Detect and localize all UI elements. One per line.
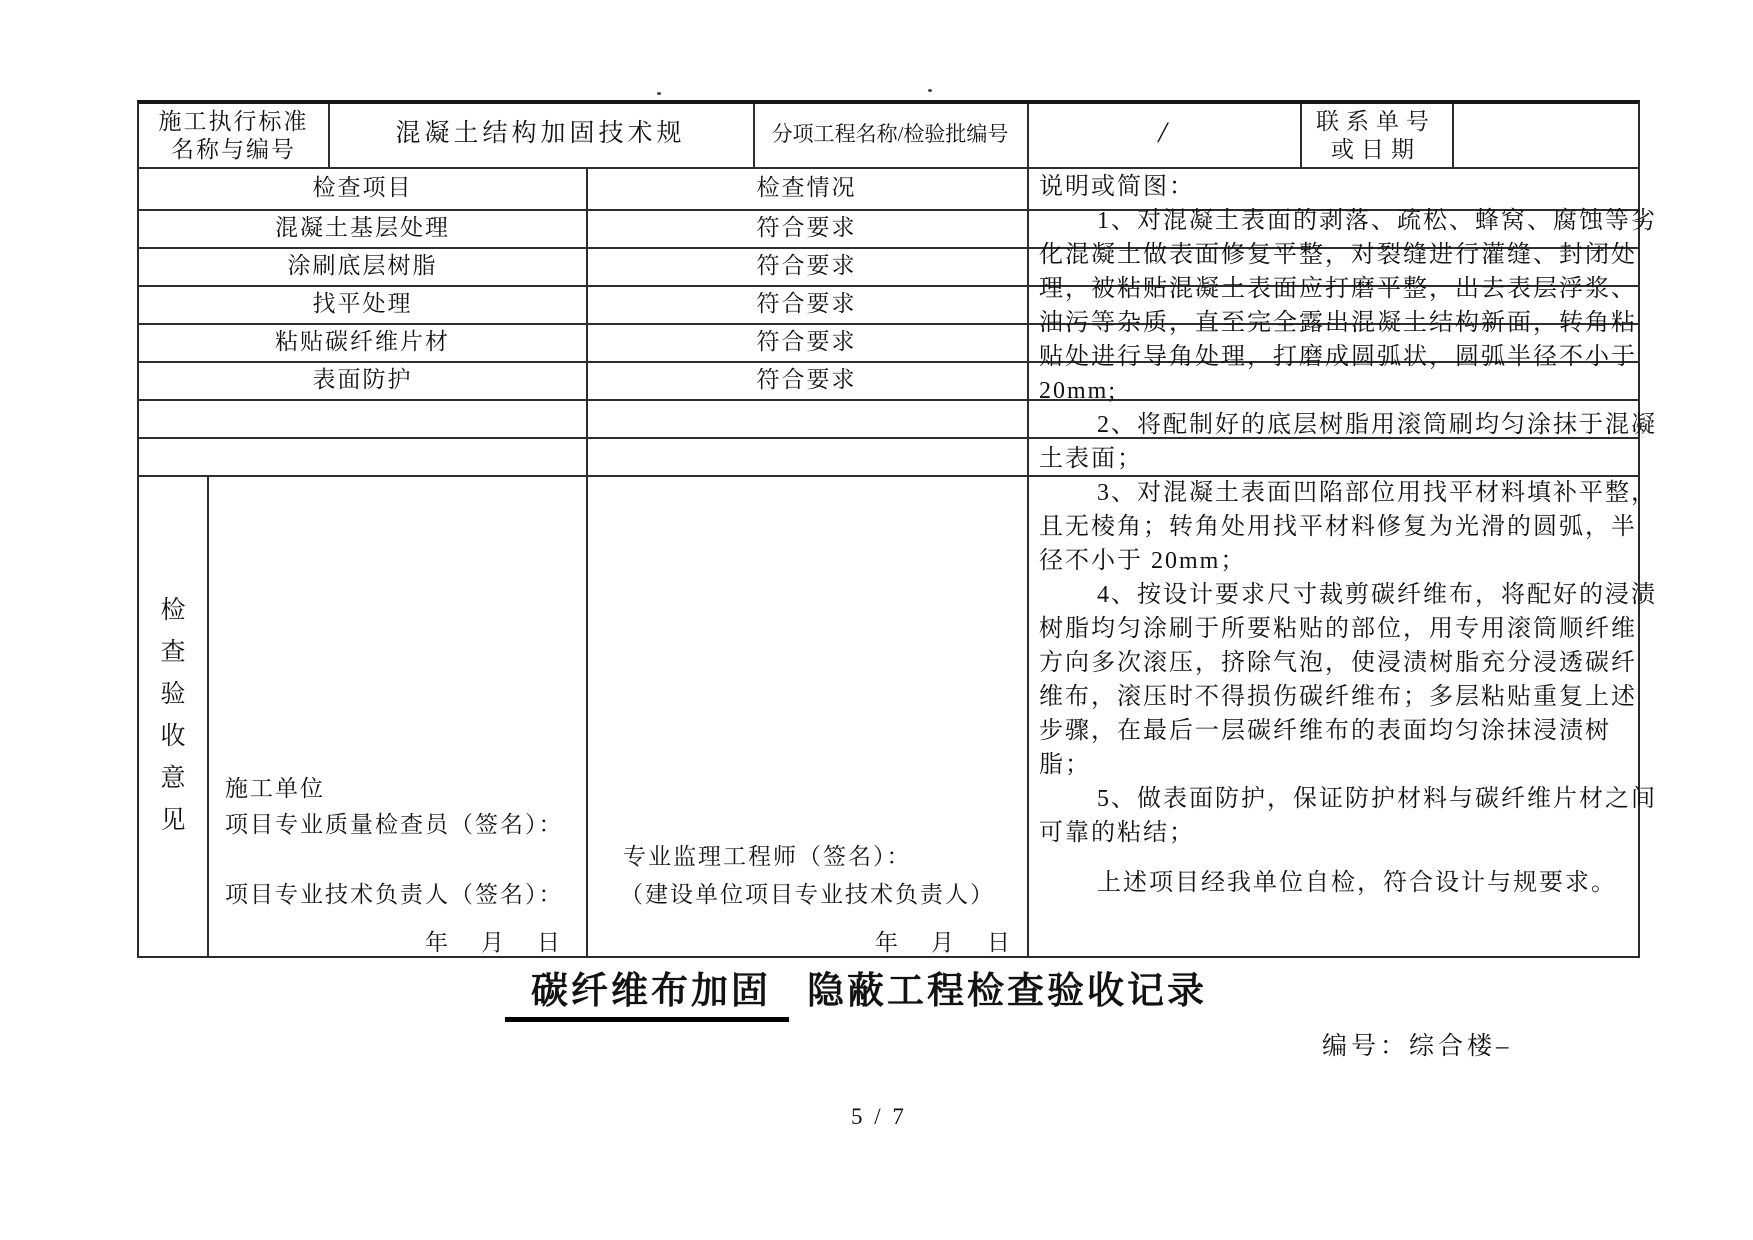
note-line: 径不小于 20mm； [1039, 548, 1247, 574]
note-line: 贴处进行导角处理，打磨成圆弧状，圆弧半径不小于 [1039, 344, 1637, 370]
check-item-cell: 涂刷底层树脂 [287, 253, 438, 278]
check-status-cell [586, 437, 1027, 475]
doc-number: 编号：综合楼– [1322, 1033, 1513, 1060]
opinion-label-char: 检 [160, 596, 186, 624]
check-item-cell [139, 399, 586, 437]
standard-name-label-line1: 施工执行标准 [158, 109, 309, 134]
check-item-cell: 找平处理 [312, 291, 413, 316]
quality-inspector-label: 项目专业质量检查员（签名）： [225, 812, 564, 837]
contact-label-line1: 联系单号 [1316, 109, 1436, 134]
contact-label [1300, 104, 1452, 167]
note-line: 步骤，在最后一层碳纤维布的表面均匀涂抹浸渍树 [1039, 718, 1611, 744]
note-line [1039, 850, 1633, 866]
check-status-cell: 符合要求 [756, 291, 857, 316]
standard-name-label [139, 104, 328, 167]
note-line: 2、将配制好的底层树脂用滚筒刷均匀涂抹于混凝 [1097, 412, 1657, 438]
title-underlined: 碳纤维布加固 [505, 971, 789, 1022]
grid-line [1027, 104, 1029, 956]
note-line: 油污等杂质，直至完全露出混凝土结构新面，转角粘 [1039, 310, 1637, 336]
note-line: 4、按设计要求尺寸裁剪碳纤维布，将配好的浸渍 [1097, 582, 1657, 608]
check-item-cell: 混凝土基层处理 [275, 215, 450, 240]
note-line: 可靠的粘结； [1039, 820, 1195, 846]
scan-speck [657, 92, 661, 95]
opinion-label [139, 475, 207, 956]
check-item-cell [139, 437, 586, 475]
note-line: 土表面； [1039, 446, 1143, 472]
standard-name-label-line2: 名称与编号 [171, 137, 296, 162]
note-line: 化混凝土做表面修复平整，对裂缝进行灌缝、封闭处 [1039, 242, 1637, 268]
subproject-value: / [1158, 116, 1169, 149]
notes-heading: 说明或简图： [1039, 174, 1195, 200]
note-line: 5、做表面防护，保证防护材料与碳纤维片材之间 [1097, 786, 1657, 812]
note-line: 脂； [1039, 752, 1091, 778]
note-line: 树脂均匀涂刷于所要粘贴的部位，用专用滚筒顺纤维 [1039, 616, 1637, 642]
note-line: 维布，滚压时不得损伤碳纤维布；多层粘贴重复上述 [1039, 684, 1637, 710]
contact-value [1452, 104, 1638, 167]
check-status-cell: 符合要求 [756, 253, 857, 278]
check-status-cell: 符合要求 [756, 367, 857, 392]
tech-leader-label: 项目专业技术负责人（签名）： [225, 882, 564, 907]
page-number: 5 / 7 [851, 1104, 907, 1129]
note-line: 3、对混凝土表面凹陷部位用找平材料填补平整， [1097, 480, 1657, 506]
note-line: 方向多次滚压，挤除气泡，使浸渍树脂充分浸透碳纤 [1039, 650, 1637, 676]
contact-label-line2: 或日期 [1331, 137, 1421, 162]
check-status-cell [586, 399, 1027, 437]
supervisor-label: 专业监理工程师（签名）： [623, 844, 912, 869]
note-line: 上述项目经我单位自检，符合设计与规要求。 [1097, 870, 1617, 896]
notes-section [1039, 170, 1657, 900]
note-line: 1、对混凝土表面的剥落、疏松、蜂窝、腐蚀等劣 [1097, 208, 1657, 234]
construction-date-label: 年 月 日 [425, 930, 565, 955]
note-line: 20mm; [1039, 378, 1118, 404]
opinion-label-char: 见 [160, 806, 186, 834]
status-column-header: 检查情况 [756, 175, 857, 200]
note-line: 理，被粘贴混凝土表面应打磨平整，出去表层浮浆、 [1039, 276, 1637, 302]
opinion-label-char: 意 [160, 764, 186, 792]
item-column-header: 检查项目 [312, 175, 413, 200]
note-line: 且无棱角；转角处用找平材料修复为光滑的圆弧，半 [1039, 514, 1637, 540]
scan-speck [928, 89, 932, 92]
document-title [505, 960, 1207, 1014]
check-status-cell: 符合要求 [756, 329, 857, 354]
construction-unit-label: 施工单位 [225, 776, 325, 801]
check-item-cell: 粘贴碳纤维片材 [275, 329, 450, 354]
notes-lines [1039, 204, 1657, 900]
opinion-label-char: 收 [160, 722, 186, 750]
opinion-label-char: 验 [160, 680, 186, 708]
grid-line [207, 475, 209, 956]
supervisor-date-label: 年 月 日 [875, 930, 1015, 955]
supervisor-sub-label: （建设单位项目专业技术负责人） [620, 882, 995, 907]
subproject-label: 分项工程名称/检验批编号 [771, 122, 1009, 146]
check-status-cell: 符合要求 [756, 215, 857, 240]
check-item-cell: 表面防护 [312, 367, 413, 392]
standard-name-value: 混凝土结构加固技术规 [395, 120, 686, 147]
opinion-label-char: 查 [160, 638, 186, 666]
title-rest: 隐蔽工程检查验收记录 [807, 971, 1207, 1012]
inspection-table [137, 100, 1657, 958]
